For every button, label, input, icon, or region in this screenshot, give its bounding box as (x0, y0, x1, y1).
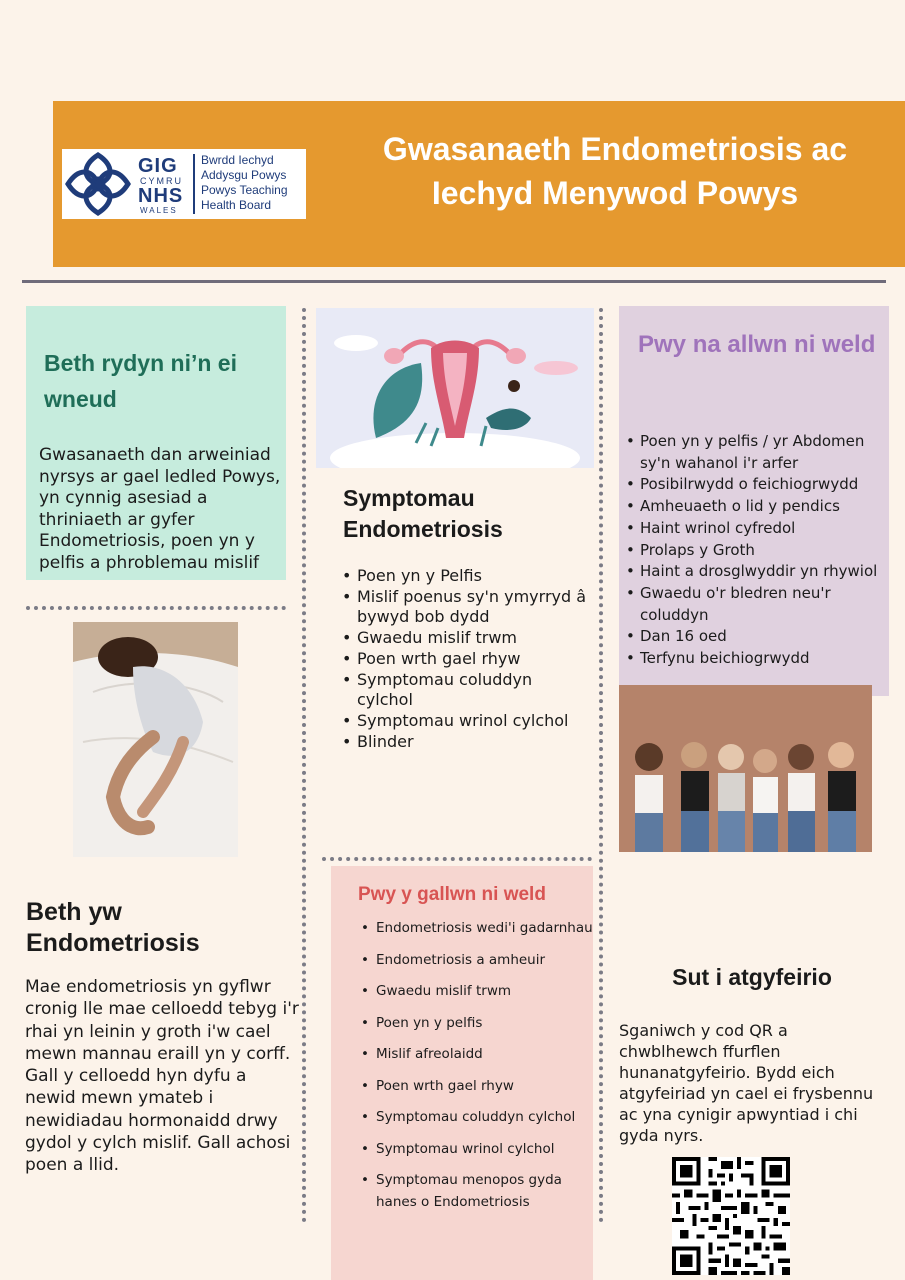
list-item: • Haint a drosglwyddir yn rhywiol (624, 561, 889, 583)
list-item: • Symptomau coluddyn cylchol (361, 1107, 593, 1129)
qr-code[interactable] (672, 1157, 790, 1275)
list-item: • Endometriosis a amheuir (361, 950, 593, 972)
logo-gig: GIG (138, 155, 178, 177)
uterus-illustration (316, 308, 594, 468)
what-we-do-heading: Beth rydyn ni’n ei wneud (44, 350, 237, 412)
what-is-heading-line1: Beth yw (26, 898, 122, 926)
group-of-women-image (619, 685, 872, 852)
list-item: • Prolaps y Groth (624, 540, 889, 562)
list-item: • Symptomau wrinol cylchol (341, 711, 591, 732)
list-item: • Symptomau wrinol cylchol (361, 1139, 593, 1161)
logo-board-name (201, 153, 288, 213)
right-vertical-divider (599, 308, 603, 1223)
list-item: • Endometriosis wedi'i gadarnhau (361, 918, 593, 940)
list-item: • Posibilrwydd o feichiogrwydd (624, 474, 889, 496)
logo-wales: WALES (140, 206, 178, 215)
list-item: • Poen wrth gael rhyw (341, 649, 591, 670)
left-horizontal-divider (26, 606, 286, 610)
list-item: • Amheuaeth o lid y pendics (624, 496, 889, 518)
how-to-refer-heading: Sut i atgyfeirio (672, 964, 832, 990)
list-item: • Poen yn y pelfis / yr Abdomen sy'n wahanol i'r arfer (624, 431, 889, 474)
nhs-logo (62, 149, 306, 219)
list-item: • Haint wrinol cyfredol (624, 518, 889, 540)
header-divider (22, 280, 886, 283)
what-is-endometriosis-text: Mae endometriosis yn gyflwr cronig lle mae celloedd tebyg i'r rhai yn leinin y groth i'w cael mewn mannau eraill yn y corff. Gall y celloedd hyn dyfu a newid mewn ymateb i newidiadau hormonaidd drwy gydol y cylch mislif. Gall achosi poen a llid. (25, 977, 299, 1176)
list-item: • Gwaedu mislif trwm (361, 981, 593, 1003)
who-we-can-see-list (361, 918, 593, 1223)
list-item: • Symptomau coluddyn cylchol (341, 670, 591, 711)
how-to-refer-text: Sganiwch y cod QR a chwblhewch ffurflen hunanatgyfeirio. Bydd eich atgyfeiriad yn cael ei frysbennu ac yna cynigir apwyntiad i chi gyda nyrs. (619, 1021, 874, 1145)
list-item: • Symptomau menopos gyda hanes o Endometriosis (361, 1170, 593, 1213)
who-we-cannot-see-list (624, 431, 889, 670)
logo-divider (193, 154, 195, 214)
symptoms-list (341, 566, 591, 752)
logo-board-line3: Powys Teaching (201, 183, 288, 197)
list-item: • Poen yn y Pelfis (341, 566, 591, 587)
logo-cymru: CYMRU (140, 176, 183, 186)
logo-board-line4: Health Board (201, 198, 272, 212)
list-item: • Mislif poenus sy'n ymyrryd â bywyd bob dydd (341, 587, 591, 628)
woman-in-pain-image (73, 622, 238, 857)
who-we-can-see-heading: Pwy y gallwn ni weld (358, 884, 546, 905)
celtic-knot-icon (64, 151, 132, 217)
list-item: • Poen wrth gael rhyw (361, 1076, 593, 1098)
left-vertical-divider (302, 308, 306, 1223)
list-item: • Blinder (341, 732, 591, 753)
logo-nhs: NHS (138, 185, 184, 207)
what-is-endometriosis-heading (26, 897, 266, 959)
what-we-do-text: Gwasanaeth dan arweiniad nyrsys ar gael ledled Powys, yn cynnig asesiad a thriniaeth ar gyfer Endometriosis, poen yn y pelfis a phroblemau mislif (39, 445, 281, 573)
list-item: • Gwaedu o'r bledren neu'r coluddyn (624, 583, 889, 626)
what-is-heading-line2: Endometriosis (26, 929, 200, 957)
who-we-cannot-see-heading: Pwy na allwn ni weld (638, 331, 876, 358)
symptoms-heading: Symptomau Endometriosis (343, 485, 503, 542)
logo-board-line1: Bwrdd Iechyd (201, 153, 274, 167)
list-item: • Dan 16 oed (624, 626, 889, 648)
logo-board-line2: Addysgu Powys (201, 168, 287, 182)
middle-horizontal-divider (322, 857, 592, 861)
list-item: • Poen yn y pelfis (361, 1013, 593, 1035)
page-title: Gwasanaeth Endometriosis ac Iechyd Menywod Powys (382, 131, 848, 211)
list-item: • Terfynu beichiogrwydd (624, 648, 889, 670)
list-item: • Gwaedu mislif trwm (341, 628, 591, 649)
list-item: • Mislif afreolaidd (361, 1044, 593, 1066)
